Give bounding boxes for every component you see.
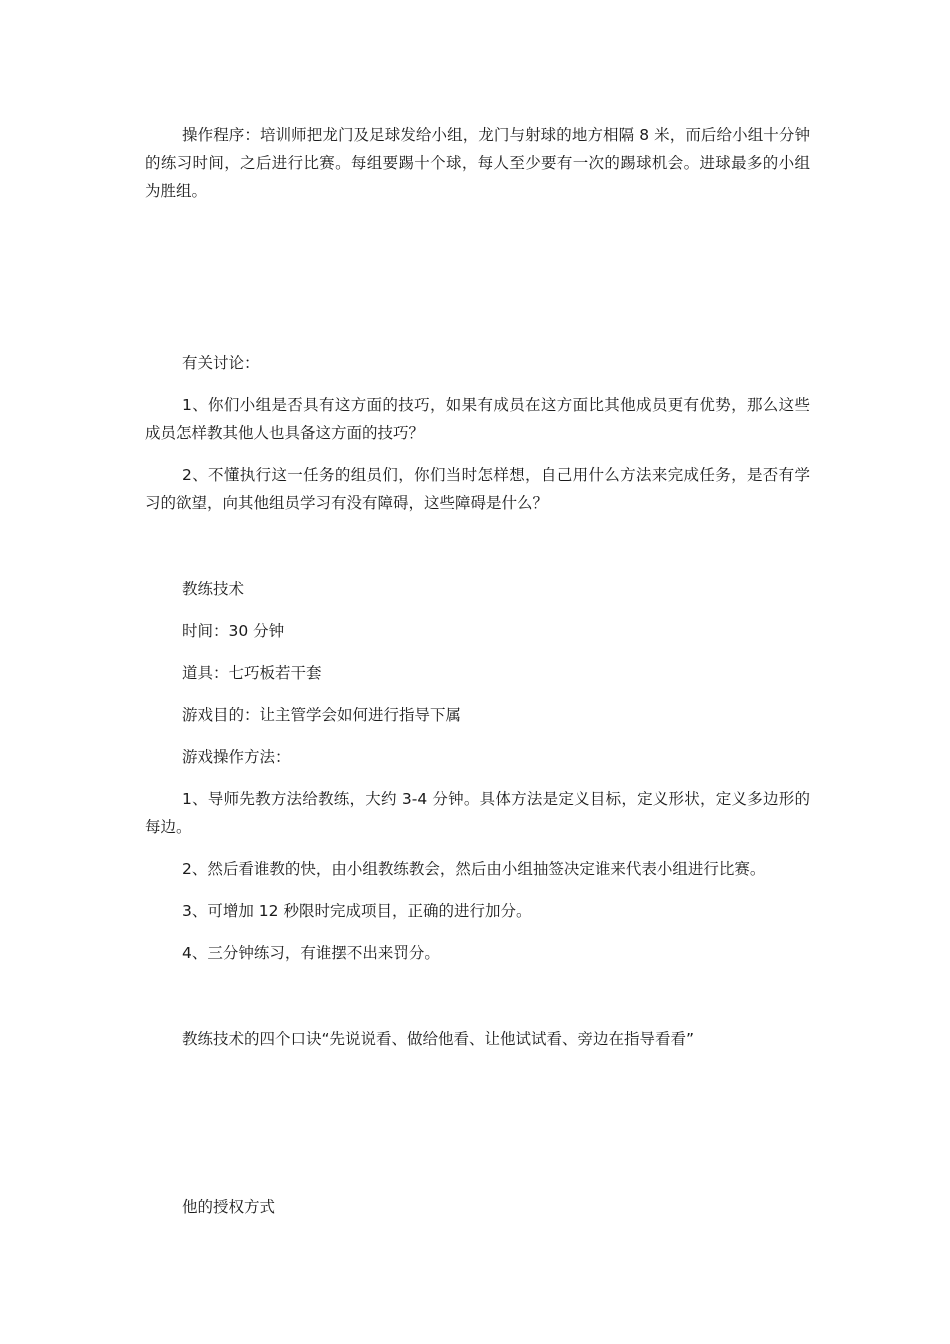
paragraph-discussion-1: 1、你们小组是否具有这方面的技巧，如果有成员在这方面比其他成员更有优势，那么这些成员怎样教其他人也具备这方面的技巧？	[145, 396, 810, 442]
paragraph-game-purpose: 游戏目的：让主管学会如何进行指导下属	[182, 706, 462, 724]
paragraph-step-4: 4、三分钟练习，有谁摆不出来罚分。	[182, 944, 440, 962]
paragraph-step-2: 2、然后看谁教的快，由小组教练教会，然后由小组抽签决定谁来代表小组进行比赛。	[182, 860, 766, 878]
paragraph-procedure: 操作程序：培训师把龙门及足球发给小组，龙门与射球的地方相隔 8 米，而后给小组十分钟的练习时间，之后进行比赛。每组要踢十个球，每人至少要有一次的踢球机会。进球最多的小组为胜组。	[145, 126, 810, 200]
heading-authorization-method: 他的授权方式	[182, 1198, 276, 1216]
paragraph-four-mottos: 教练技术的四个口诀“先说说看、做给他看、让他试试看、旁边在指导看看”	[182, 1030, 695, 1048]
paragraph-discussion-2: 2、不懂执行这一任务的组员们，你们当时怎样想，自己用什么方法来完成任务，是否有学习的欲望，向其他组员学习有没有障碍，这些障碍是什么？	[145, 466, 810, 512]
paragraph-game-method: 游戏操作方法：	[182, 748, 291, 766]
heading-coaching-technique: 教练技术	[182, 580, 245, 598]
paragraph-time: 时间：30 分钟	[182, 622, 285, 640]
heading-discussion: 有关讨论：	[182, 354, 260, 372]
paragraph-step-3: 3、可增加 12 秒限时完成项目，正确的进行加分。	[182, 902, 532, 920]
paragraph-props: 道具：七巧板若干套	[182, 664, 322, 682]
paragraph-step-1: 1、导师先教方法给教练，大约 3-4 分钟。具体方法是定义目标，定义形状，定义多边形的每边。	[145, 790, 810, 836]
